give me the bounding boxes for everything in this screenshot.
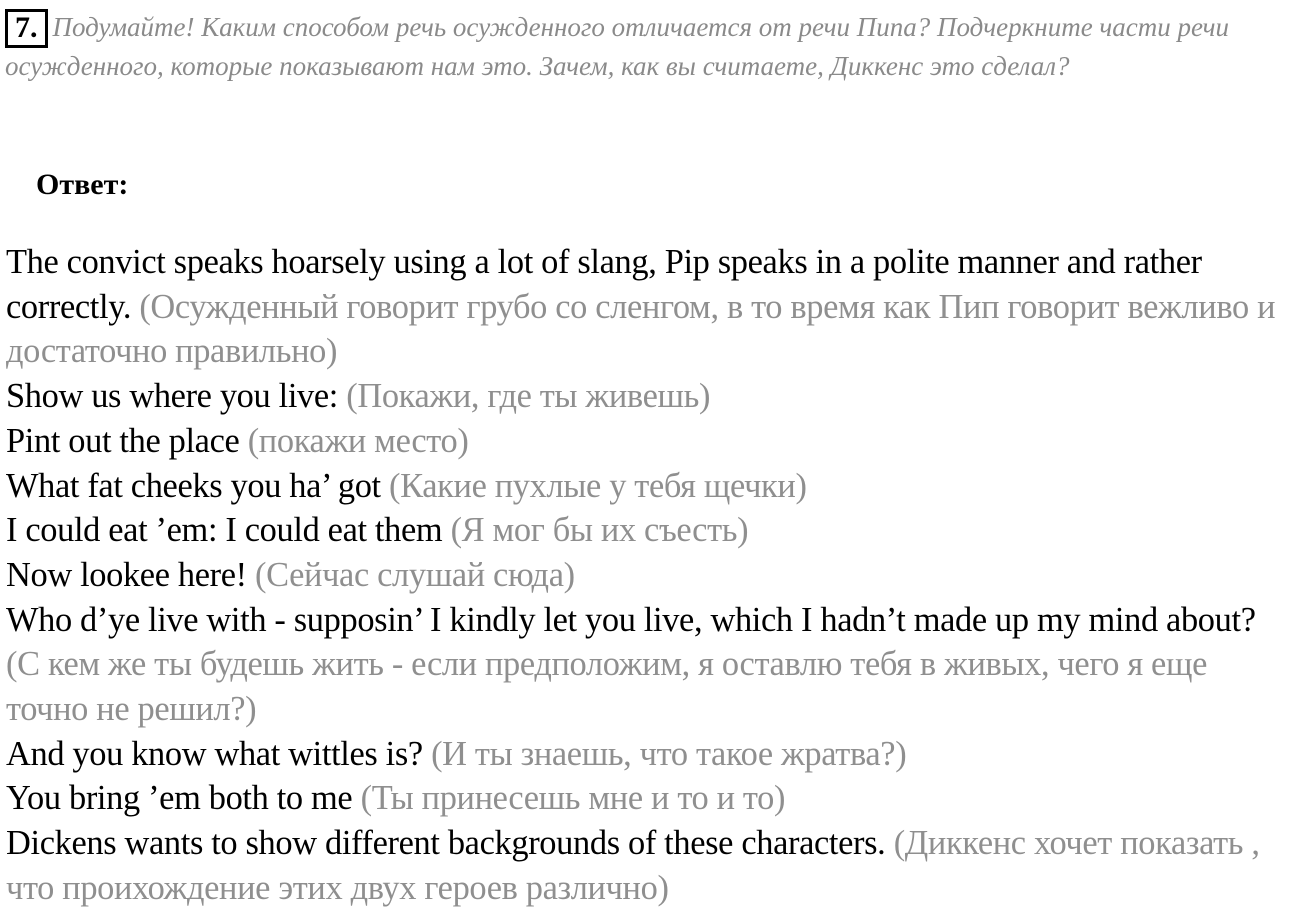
answer-line [6, 553, 1294, 598]
answer-line [6, 732, 1294, 777]
english-text: Dickens wants to show different backgrounds of these characters. [6, 824, 886, 863]
answer-line [6, 776, 1294, 821]
english-text: What fat cheeks you ha’ got [6, 466, 381, 505]
answer-body [6, 240, 1294, 911]
english-text: And you know what wittles is? [6, 734, 423, 773]
russian-translation: (С кем же ты будешь жить - если предположим, я оставлю тебя в живых, чего я еще точно не решил?) [6, 645, 1208, 729]
russian-translation: (Диккенс хочет показать , что проихождение этих двух героев различно) [6, 824, 1260, 907]
russian-translation: (Осужденный говорит грубо со сленгом, в то время как Пип говорит вежливо и достаточно правильно) [6, 287, 1276, 371]
english-text: You bring ’em both to me [6, 779, 353, 818]
english-text: Show us where you live: [6, 377, 338, 416]
answer-line [6, 419, 1294, 464]
task-prompt [5, 8, 1290, 86]
english-text: I could eat ’em: I could eat them [6, 511, 443, 550]
english-text: Who d’ye live with - supposin’ I kindly let you live, which I hadn’t made up my mind about? [6, 600, 1256, 639]
answer-heading: Ответ: [36, 168, 129, 201]
answer-line [6, 240, 1294, 374]
russian-translation: (И ты знаешь, что такое жратва?) [431, 734, 907, 773]
russian-translation: (Покажи, где ты живешь) [346, 377, 711, 416]
answer-line [6, 821, 1294, 910]
russian-translation: (Сейчас слушай сюда) [255, 555, 575, 594]
task-number: 7. [5, 9, 48, 48]
english-text: Now lookee here! [6, 555, 247, 594]
russian-translation: (Ты принесешь мне и то и то) [360, 779, 786, 818]
task-text: Подумайте! Каким способом речь осужденного отличается от речи Пипа? Подчеркните части речи осужденного, которые показывают нам это. Зачем, как вы считаете, Диккенс это сделал? [5, 12, 1230, 81]
answer-line [6, 464, 1294, 509]
english-text: The convict speaks hoarsely using a lot of slang, Pip speaks in a polite manner and rather correctly. [6, 243, 1202, 326]
russian-translation: (покажи место) [247, 421, 469, 460]
answer-line [6, 598, 1294, 732]
russian-translation: (Какие пухлые у тебя щечки) [389, 466, 807, 505]
english-text: Pint out the place [6, 421, 240, 460]
answer-line [6, 374, 1294, 419]
russian-translation: (Я мог бы их съесть) [450, 511, 749, 550]
answer-line [6, 508, 1294, 553]
